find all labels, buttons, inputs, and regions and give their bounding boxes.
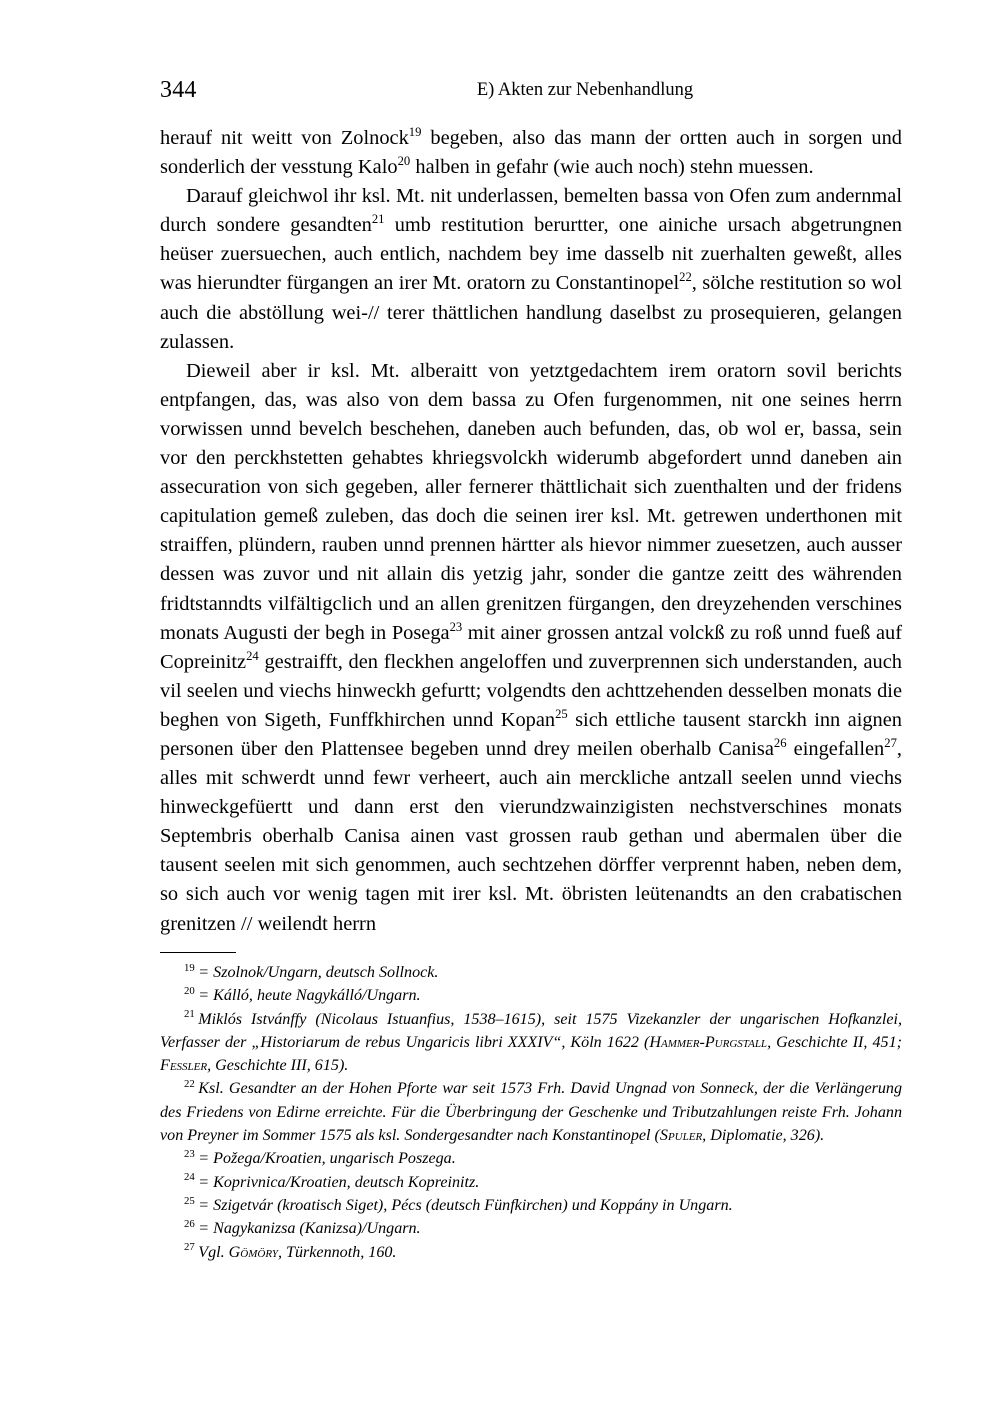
footnote-reference[interactable]: 25 xyxy=(555,707,568,722)
footnote-number: 22 xyxy=(184,1078,195,1091)
footnote-number: 23 xyxy=(184,1148,195,1161)
text-run: , Geschichte II, 451; xyxy=(767,1033,902,1051)
text-run: halben in gefahr (wie auch noch) stehn muessen. xyxy=(410,156,814,179)
text-run: = Požega/Kroatien, ungarisch Poszega. xyxy=(198,1150,456,1168)
text-run: mit ainer grossen antzal volckß zu roß unnd fueß auf Copreinitz xyxy=(160,621,902,673)
body-paragraph xyxy=(160,357,902,939)
footnote-reference[interactable]: 21 xyxy=(371,212,385,227)
text-run: Miklós Istvánffy (Nicolaus Istuanfius, 1538–1615), seit 1575 Vizekanzler der ungarischen Hofkanzlei, Verfasser der „Historiarum de rebus Ungaricis libri XXXIV“, Köln 1622 ( xyxy=(160,1010,902,1051)
text-run: = Kálló, heute Nagykálló/Ungarn. xyxy=(198,987,421,1005)
text-run: herauf nit weitt von Zolnock xyxy=(160,127,409,149)
footnote-item xyxy=(160,1241,902,1264)
text-run: Ksl. Gesandter an der Hohen Pforte war seit 1573 Frh. David Ungnad von Sonneck, der die Verlängerung des Friedens von Edirne erreichte. Für die Überbringung der Geschenke und Tributzahlungen reiste Frh. Johann von Preyner im Sommer 1575 als ksl. Sondergesandter nach Konstantinopel ( xyxy=(160,1080,902,1145)
running-title: E) Akten zur Nebenhandlung xyxy=(476,80,694,100)
footnote-item xyxy=(160,984,902,1007)
footnote-list xyxy=(160,961,902,1264)
footnote-item xyxy=(160,961,902,984)
text-run: , alles mit schwerdt unnd fewr verheert, auch ain merckliche antzall seelen unnd viechs hinweckgefüertt und dann erst den vierundzwainzigisten nechstverschines monats Septembris oberhalb Canisa ainen vast grossen raub gethan und abermalen über die tausent seelen mit sich genommen, auch sechtzehen dörffer verprennt haben, neben dem, so sich auch vor wenig tagen mit irer ksl. Mt. öbristen leütenandts an den crabatischen grenitzen // weilendt herrn xyxy=(160,737,902,935)
text-run: , sölche restitution so wol auch die abstöllung wei-// terer thättlichen handlung daselbst zu prosequieren, gelangen zulassen. xyxy=(160,272,902,353)
text-run: , Türkennoth, 160. xyxy=(277,1243,397,1261)
citation-author: Hammer-Purgstall xyxy=(649,1033,768,1051)
footnote-number: 24 xyxy=(184,1171,195,1184)
text-run: , Diplomatie, 326). xyxy=(702,1127,825,1145)
body-text xyxy=(160,124,902,939)
footnote-number: 21 xyxy=(184,1008,195,1021)
running-head xyxy=(160,76,900,104)
footnote-number: 19 xyxy=(184,961,195,974)
footnote-number: 25 xyxy=(184,1194,195,1207)
text-run: = Nagykanizsa (Kanizsa)/Ungarn. xyxy=(198,1220,421,1238)
text-run: gestraifft, den fleckhen angeloffen und zuverprennen sich understanden, auch vil seelen und viechs hinweckh gefurtt; volgendts den achttzehenden desselben monats die beghen von Sigeth, Funffkhirchen unnd Kopan xyxy=(160,650,902,731)
footnote-number: 26 xyxy=(184,1217,195,1230)
footnote-item xyxy=(160,1147,902,1170)
footnote-reference[interactable]: 26 xyxy=(773,736,787,751)
text-run: Darauf gleichwol ihr ksl. Mt. nit underlassen, bemelten bassa von Ofen zum andernmal durch sondere gesandten xyxy=(160,185,902,237)
text-run: umb restitution berurtter, one ainiche ursach abgetrungnen heüser zuersuechen, auch entlich, nachdem bey ime dasselb nit zuerhalten geweßt, alles was hierundter fürgangen an irer Mt. oratorn zu Constantinopel xyxy=(160,214,902,295)
footnote-reference[interactable]: 24 xyxy=(246,648,259,663)
footnote-reference[interactable]: 19 xyxy=(408,125,422,140)
footnote-item xyxy=(160,1171,902,1194)
text-run: = Koprivnica/Kroatien, deutsch Kopreinitz. xyxy=(198,1173,480,1191)
text-run: eingefallen xyxy=(786,737,885,760)
footnote-block xyxy=(160,952,902,1264)
body-paragraph xyxy=(160,182,902,357)
page-number: 344 xyxy=(160,77,197,103)
citation-author: Spuler xyxy=(659,1127,703,1145)
body-paragraph xyxy=(160,124,902,182)
text-run: Vgl. xyxy=(198,1243,229,1261)
footnote-reference[interactable]: 20 xyxy=(397,154,411,169)
text-run: Dieweil aber ir ksl. Mt. alberaitt von yetztgedachtem irem oratorn sovil berichts entpfangen, das, was also von dem bassa zu Ofen furgenommen, nit one seines herrn vorwissen unnd bevelch beschehen, daneben auch befunden, das, ob wol er, bassa, sein vor den perckhstetten gehabtes khriegsvolckh widerumb abgefordert unnd daneben ain assecuration von sich gegeben, aller fernerer thättlichait sich zuenthalten und der fridens capitulation gemeß zuleben, das doch die seinen irer ksl. Mt. getrewen underthonen mit straiffen, plündern, rauben unnd prennen härtter als hievor nimmer zuesetzen, auch ausser dessen was zuvor und nit allain dis yetzig jahr, sonder die gantze zeitt des währenden fridtstanndts vilfältigclich und an allen grenitzen fürgangen, den dreyzehenden verschines monats Augusti der begh in Posega xyxy=(160,359,902,644)
text-run: , Geschichte III, 615). xyxy=(207,1057,349,1075)
citation-author: Gömöry xyxy=(228,1243,278,1261)
footnote-reference[interactable]: 23 xyxy=(449,619,463,634)
citation-author: Fessler xyxy=(160,1057,208,1075)
footnote-item xyxy=(160,1077,902,1147)
text-run: begeben, also das mann der ortten auch in sorgen und sonderlich der vesstung Kalo xyxy=(160,127,902,179)
footnote-item xyxy=(160,1194,902,1217)
footnote-item xyxy=(160,1217,902,1240)
text-run: = Szolnok/Ungarn, deutsch Sollnock. xyxy=(198,964,439,981)
footnote-reference[interactable]: 27 xyxy=(884,736,897,751)
footnote-reference[interactable]: 22 xyxy=(679,270,692,285)
footnote-separator-rule xyxy=(160,952,236,953)
text-run: sich ettliche tausent starckh inn aignen personen über den Plattensee begeben unnd drey meilen oberhalb Canisa xyxy=(160,708,902,760)
footnote-item xyxy=(160,1008,902,1078)
footnote-number: 27 xyxy=(184,1241,195,1254)
footnote-number: 20 xyxy=(184,984,195,997)
text-run: = Szigetvár (kroatisch Siget), Pécs (deutsch Fünfkirchen) und Koppány in Ungarn. xyxy=(198,1196,733,1214)
